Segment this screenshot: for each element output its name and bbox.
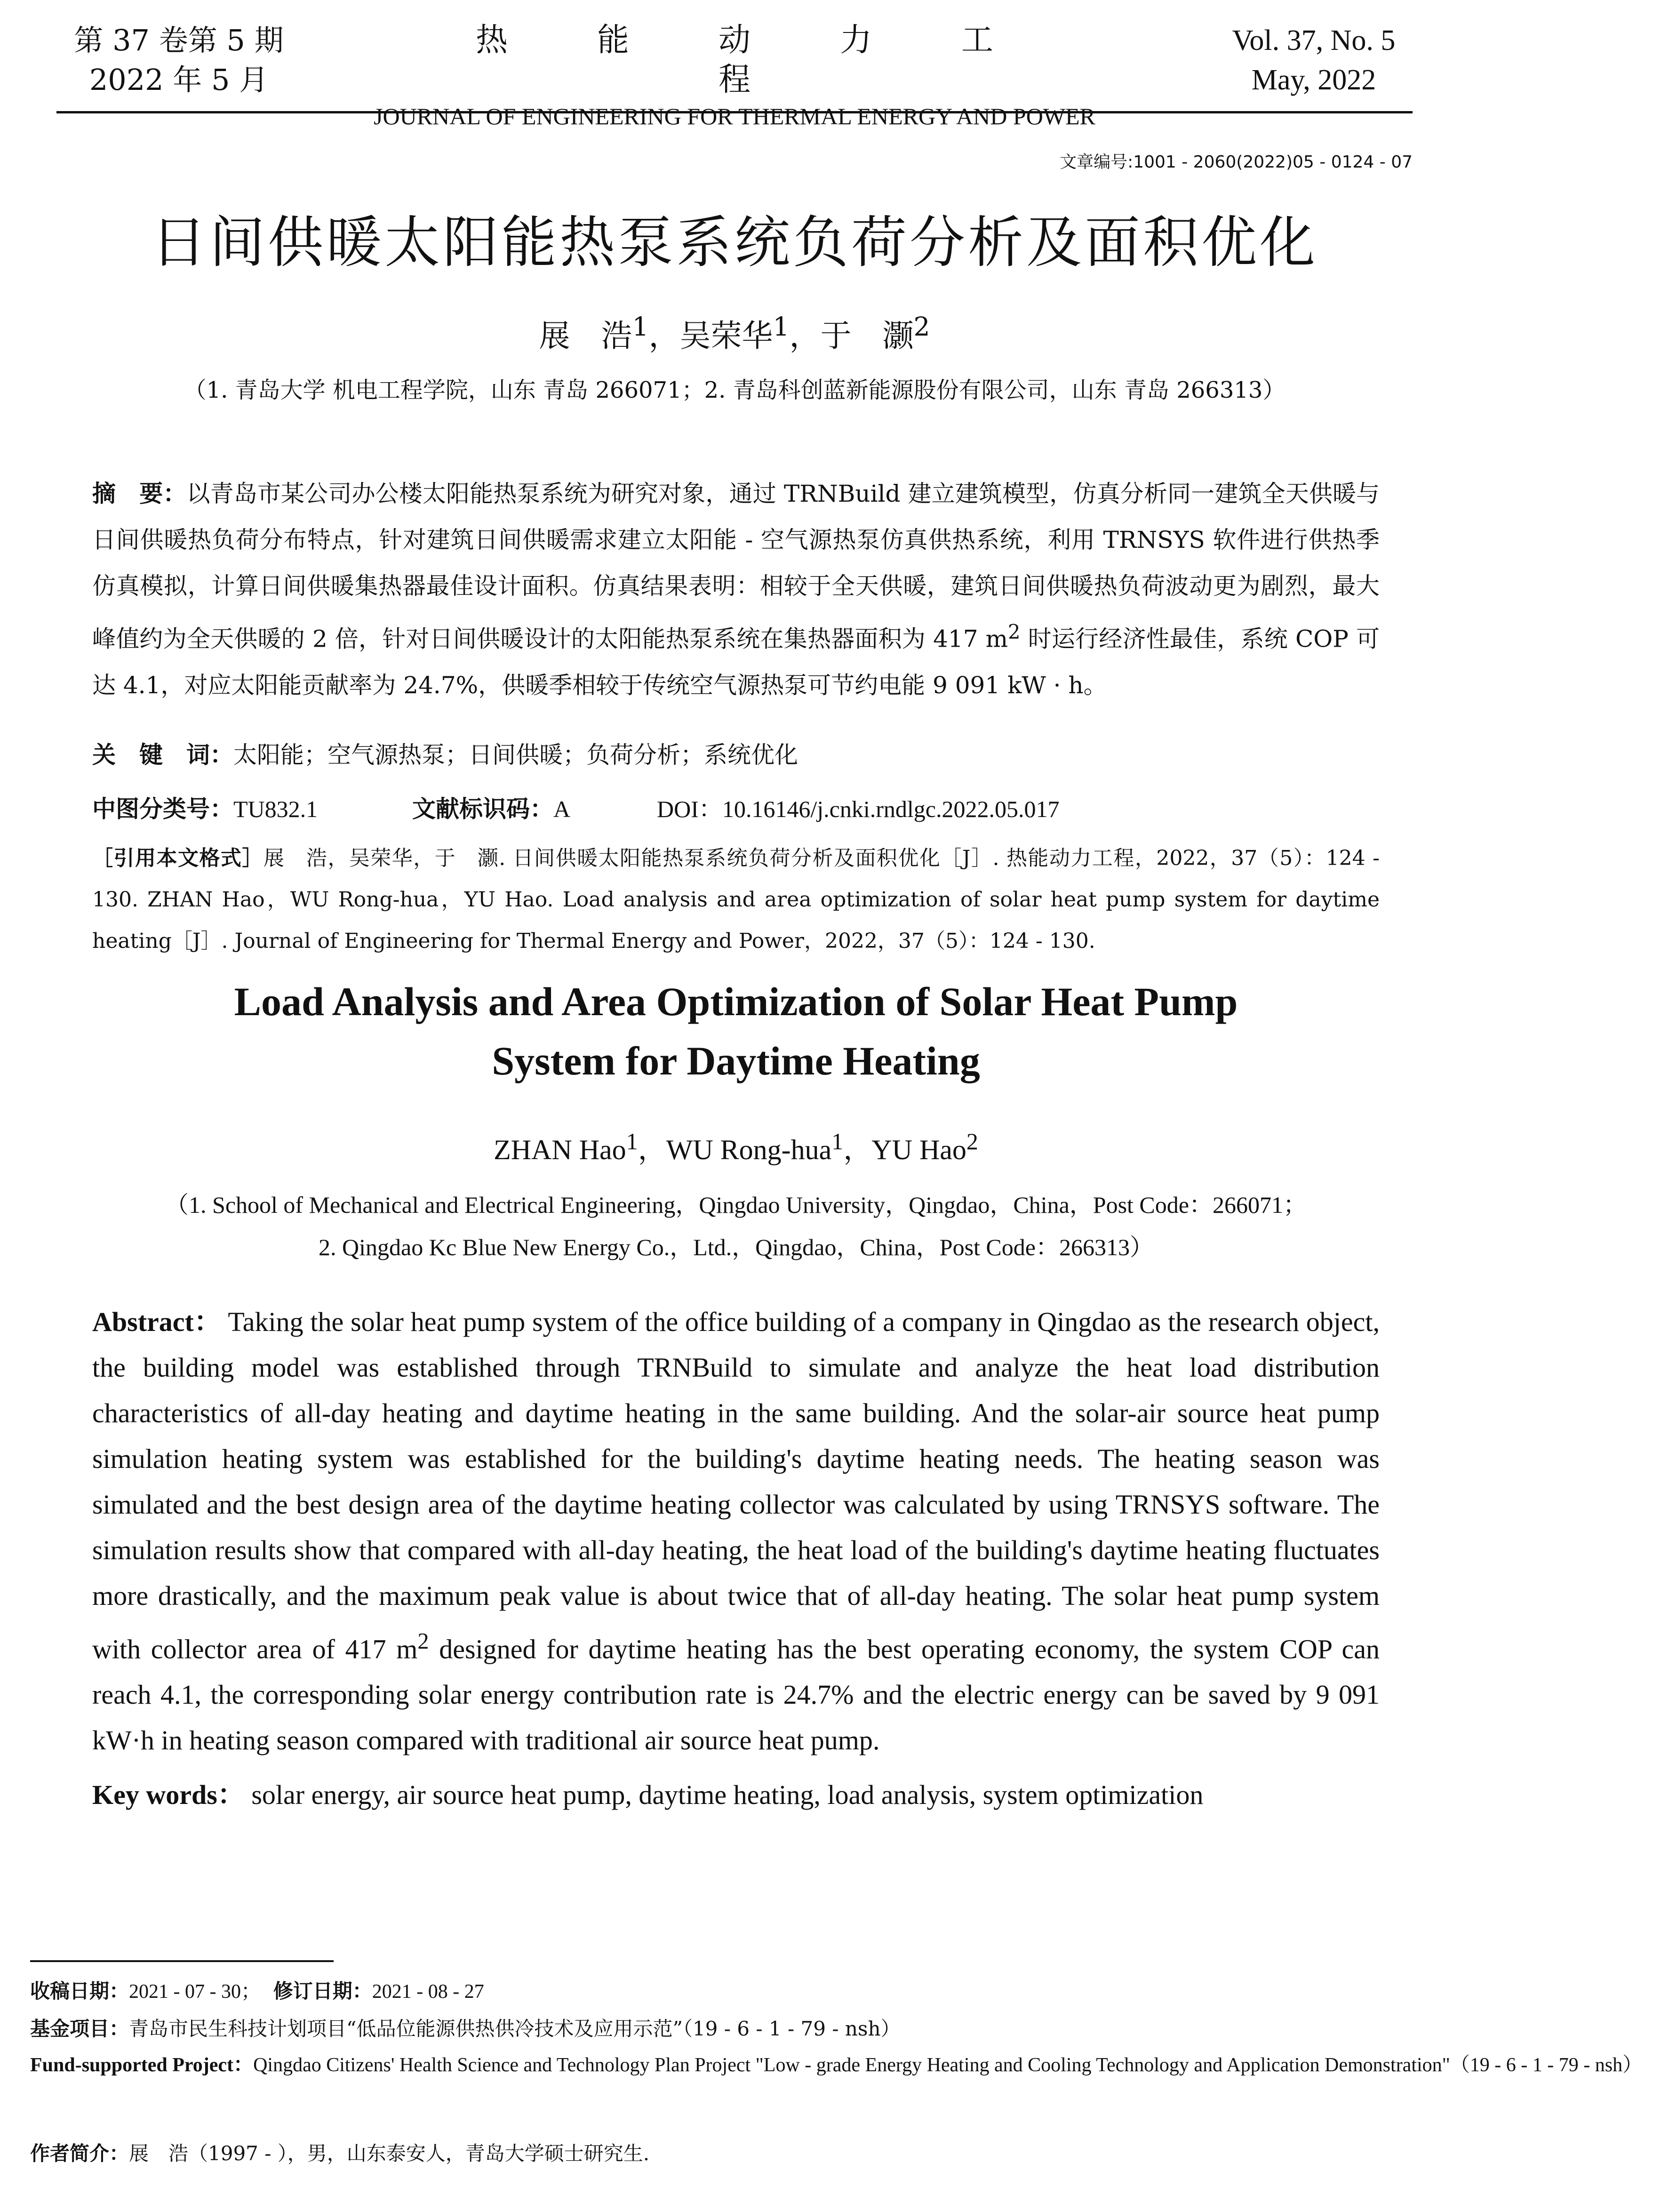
citation [92, 838, 1380, 962]
title-en-line-1: Load Analysis and Area Optimization of Solar Heat Pump [234, 979, 1238, 1024]
abstract-cn-sup: 2 [1008, 620, 1021, 643]
author-en-2: WU Rong-hua [666, 1134, 832, 1165]
abstract-cn-text-2: 时运行经济性最佳，系统 COP 可达 4.1，对应太阳能贡献率为 24.7%，供暖季相较于传统空气源热泵可节约电能 9 091 kW · h。 [92, 625, 1380, 699]
title-cn: 日间供暖太阳能热泵系统负荷分析及面积优化 [151, 210, 1318, 275]
title-en [92, 972, 1380, 1090]
fund-label: 基金项目： [30, 2017, 129, 2040]
affiliations-en [92, 1184, 1380, 1268]
volume-number: Vol. 37, No. 5 [1232, 24, 1396, 56]
author-en-3-affil: 2 [966, 1128, 978, 1154]
keywords-en-text: solar energy, air source heat pump, daytime heating, load analysis, system optimization [244, 1779, 1204, 1810]
author-2: 吴荣华 [679, 318, 773, 354]
abstract-cn-text: 以青岛市某公司办公楼太阳能热泵系统为研究对象，通过 TRNBuild 建立建筑模型，仿真分析同一建筑全天供暖与日间供暖热负荷分布特点，针对建筑日间供暖需求建立太阳能 - 空气源热泵仿真供热系统，利用 TRNSYS 软件进行供热季仿真模拟，计算日间供暖集热器最佳设计面积。仿真结果表明：相较于全天供暖，建筑日间供暖热负荷波动更为剧烈，最大峰值约为全天供暖的 2 倍，针对日间供暖设计的太阳能热泵系统在集热器面积为 417 m [92, 480, 1380, 653]
revised-label: 修订日期： [273, 1980, 372, 2003]
keywords-en [92, 1772, 1380, 1818]
issue-info [56, 21, 301, 100]
issue-volume: 第 37 卷第 5 期 [74, 23, 284, 57]
affiliation-en-2: 2. Qingdao Kc Blue New Energy Co.，Ltd.，Qingdao，China，Post Code：266313） [319, 1234, 1153, 1260]
revised-date: 2021 - 08 - 27 [372, 1981, 484, 2003]
fund-project-en [30, 2048, 1677, 2082]
author-en-3: YU Hao [871, 1134, 966, 1165]
title-en-line-2: System for Daytime Heating [492, 1038, 980, 1083]
author-bio [30, 2137, 1423, 2171]
bio-text: 展 浩（1997 - ），男，山东泰安人，青岛大学硕士研究生. [129, 2142, 650, 2165]
received-date: 2021 - 07 - 30； [129, 1981, 261, 2003]
clc-value: TU832.1 [233, 796, 318, 822]
keywords-cn-label: 关 键 词： [92, 741, 233, 769]
author-3-affil: 2 [913, 312, 930, 342]
author-1-affil: 1 [632, 312, 649, 342]
authors-en: ZHAN Hao$^1$，WU Rong-hua$^1$，YU Hao$^2$ [494, 1128, 978, 1165]
abstract-en [92, 1299, 1380, 1763]
keywords-cn [92, 732, 1380, 778]
citation-label: ［引用本文格式］ [92, 846, 264, 870]
abstract-cn-label: 摘 要： [92, 480, 187, 507]
classification-line [92, 786, 1380, 832]
bio-label: 作者简介： [30, 2142, 129, 2165]
journal-name-cn: 热能动力工程 [475, 22, 1083, 98]
abstract-en-text-2: designed for daytime heating has the best operating economy, the system COP can reach 4.1, the corresponding solar energy contribution rate is 24.7% and the electric energy can be saved by 9 091 kW·h in heating season compared with traditional air source heat pump. [92, 1634, 1380, 1756]
fund-en-label: Fund-supported Project： [30, 2054, 254, 2076]
doc-code-value: A [553, 796, 571, 822]
abstract-en-text: Taking the solar heat pump system of the office building of a company in Qingdao as the research object, the building model was established through TRNBuild to simulate and analyze the heat load distribution characteristics of all-day heating and daytime heating in the same building. And the solar-air source heat pump simulation heating system was established for the building's daytime heating needs. The heating season was simulated and the best design area of the daytime heating collector was calculated by using TRNSYS software. The simulation results show that compared with all-day heating, the heat load of the building's daytime heating fluctuates more drastically, and the maximum peak value is about twice that of all-day heating. The solar heat pump system with collector area of 417 m [92, 1306, 1380, 1665]
abstract-en-label: Abstract： [92, 1306, 222, 1337]
journal-name [329, 21, 1140, 133]
author-en-2-affil: 1 [831, 1128, 844, 1154]
footnote-rule [30, 1960, 334, 1962]
abstract-en-sup: 2 [417, 1629, 429, 1654]
issue-date: 2022 年 5 月 [89, 63, 269, 97]
volume-date: May, 2022 [1251, 64, 1376, 96]
journal-name-en: JOURNAL OF ENGINEERING FOR THERMAL ENERGY AND POWER [374, 103, 1095, 129]
author-1: 展 浩 [539, 318, 632, 354]
volume-info [1215, 21, 1413, 100]
keywords-en-label: Key words： [92, 1779, 245, 1810]
fund-project-cn [30, 2012, 1423, 2046]
affiliations-cn: （1. 青岛大学 机电工程学院，山东 青岛 266071；2. 青岛科创蓝新能源股份有限公司，山东 青岛 266313） [184, 377, 1286, 403]
article-number: 文章编号:1001 - 2060(2022)05 - 0124 - 07 [1060, 152, 1413, 172]
clc-label: 中图分类号： [92, 795, 233, 823]
author-2-affil: 1 [773, 312, 790, 342]
received-label: 收稿日期： [30, 1980, 129, 2003]
abstract-cn [92, 471, 1380, 708]
fund-en-text: Qingdao Citizens' Health Science and Technology Plan Project "Low - grade Energy Heating and Cooling Technology and Application Demonstration"（19 - 6 - 1 - 79 - nsh） [253, 2054, 1643, 2076]
fund-text: 青岛市民生科技计划项目“低品位能源供热供冷技术及应用示范”（19 - 6 - 1 - 79 - nsh） [129, 2017, 901, 2040]
doc-code-label: 文献标识码： [412, 795, 553, 823]
header-rule [56, 111, 1413, 113]
affiliation-en-1: （1. School of Mechanical and Electrical Engineering，Qingdao University，Qingdao，China，Post Code：266071； [165, 1192, 1307, 1218]
doi: DOI：10.16146/j.cnki.rndlgc.2022.05.017 [657, 796, 1060, 822]
author-en-1: ZHAN Hao [494, 1134, 626, 1165]
authors-cn: 展 浩$^1$，吴荣华$^1$，于 灏$^2$ [539, 312, 930, 354]
received-dates [30, 1974, 1423, 2009]
author-en-1-affil: 1 [626, 1128, 638, 1154]
keywords-cn-text: 太阳能；空气源热泵；日间供暖；负荷分析；系统优化 [233, 741, 798, 769]
author-3: 于 灏 [820, 318, 914, 354]
citation-text: 展 浩，吴荣华，于 灏. 日间供暖太阳能热泵系统负荷分析及面积优化［J］. 热能动力工程，2022，37（5）：124 - 130. ZHAN Hao，WU Rong-hua，YU Hao. Load analysis and area optimization of solar heat pump system for daytime heating［J］. Journal of Engineering for Thermal Energy and Power，2022，37（5）：124 - 130. [92, 846, 1380, 953]
